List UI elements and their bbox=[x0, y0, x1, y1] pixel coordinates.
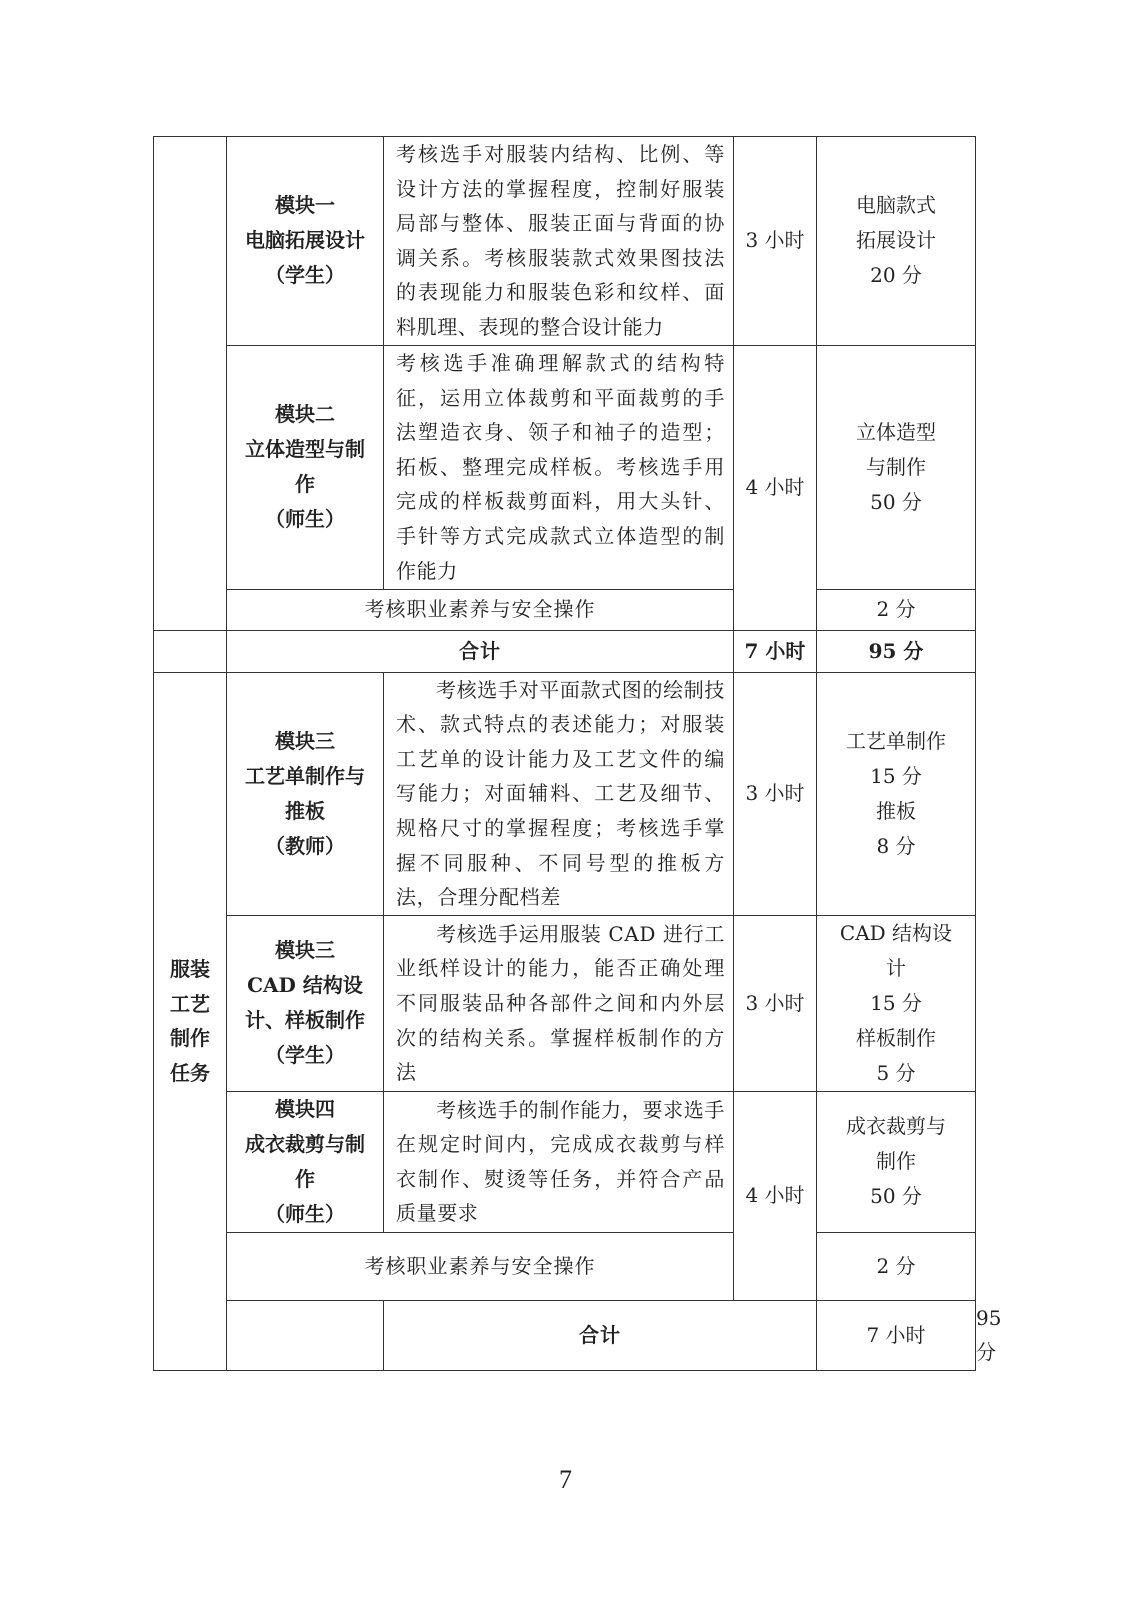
quality-label: 考核职业素养与安全操作 bbox=[227, 1232, 734, 1300]
score-line: 5 分 bbox=[876, 1060, 916, 1085]
score-line: 50 分 bbox=[870, 489, 922, 514]
table-row bbox=[154, 672, 976, 915]
module-score bbox=[817, 345, 976, 589]
score-line: 样板制作 bbox=[856, 1025, 936, 1050]
module-name: 电脑拓展设计 bbox=[245, 228, 365, 253]
table-row: 合计 7 小时 95 分 bbox=[154, 1300, 976, 1370]
assessment-table bbox=[153, 136, 1002, 1371]
module-cell bbox=[227, 672, 384, 915]
module-description: 考核选手的制作能力，要求选手在规定时间内，完成成衣裁剪与样衣制作、熨烫等任务，并符合产品质量要求 bbox=[384, 1091, 734, 1232]
module-name: 作 bbox=[295, 1166, 315, 1191]
module-name: 作 bbox=[295, 472, 315, 497]
category-cell-empty bbox=[154, 630, 227, 672]
module-role: （学生） bbox=[265, 263, 345, 288]
module-score bbox=[817, 137, 976, 346]
score-line: 立体造型 bbox=[856, 419, 936, 444]
total-label: 合计 bbox=[384, 1300, 817, 1370]
score-line: 计 bbox=[886, 955, 906, 980]
page-number: 7 bbox=[559, 1465, 572, 1494]
total-time: 7 小时 bbox=[734, 630, 817, 672]
table-row bbox=[154, 915, 976, 1091]
module-name: 成衣裁剪与制 bbox=[245, 1131, 365, 1156]
module-time: 3 小时 bbox=[734, 672, 817, 915]
module-description: 考核选手对服装内结构、比例、等设计方法的掌握程度，控制好服装局部与整体、服装正面与背面的协调关系。考核服装款式效果图技法的表现能力和服装色彩和纹样、面料肌理、表现的整合设计能力 bbox=[384, 137, 734, 346]
score-line: 制作 bbox=[876, 1149, 916, 1174]
module-description: 考核选手准确理解款式的结构特征，运用立体裁剪和平面裁剪的手法塑造衣身、领子和袖子的造型；拓板、整理完成样板。考核选手用完成的样板裁剪面料，用大头针、手针等方式完成款式立体造型的制作能力 bbox=[384, 345, 734, 589]
table-row bbox=[154, 1232, 976, 1300]
total-label: 合计 bbox=[227, 630, 734, 672]
table-row bbox=[154, 630, 976, 672]
score-line: 与制作 bbox=[866, 454, 926, 479]
score-line: CAD 结构设 bbox=[839, 920, 953, 945]
score-line: 15 分 bbox=[870, 763, 922, 788]
table-row bbox=[154, 345, 976, 589]
module-title: 模块三 bbox=[275, 938, 335, 963]
module-title: 模块三 bbox=[275, 728, 335, 753]
score-line: 推板 bbox=[876, 798, 916, 823]
module-time: 3 小时 bbox=[734, 137, 817, 346]
module-title: 模块二 bbox=[275, 402, 335, 427]
score-line: 8 分 bbox=[876, 833, 916, 858]
score-line: 拓展设计 bbox=[856, 228, 936, 253]
module-time: 3 小时 bbox=[734, 915, 817, 1091]
module-score bbox=[817, 915, 976, 1091]
module-score bbox=[817, 672, 976, 915]
module-role: （学生） bbox=[265, 1043, 345, 1068]
module-role: （师生） bbox=[265, 1201, 345, 1226]
module-cell bbox=[227, 345, 384, 589]
score-line: 20 分 bbox=[870, 263, 922, 288]
module-role: （教师） bbox=[265, 833, 345, 858]
module-description: 考核选手运用服装 CAD 进行工业纸样设计的能力，能否正确处理不同服装品种各部件之间和内外层次的结构关系。掌握样板制作的方法 bbox=[384, 915, 734, 1091]
category-cell bbox=[154, 672, 227, 1370]
module-cell bbox=[227, 915, 384, 1091]
module-time: 4 小时 bbox=[734, 345, 817, 630]
module-score bbox=[817, 1091, 976, 1232]
category-line: 工艺 bbox=[170, 991, 210, 1016]
quality-score: 2 分 bbox=[817, 1232, 976, 1300]
quality-score: 2 分 bbox=[817, 589, 976, 630]
table-row bbox=[154, 137, 976, 346]
score-line: 工艺单制作 bbox=[846, 728, 946, 753]
module-cell bbox=[227, 137, 384, 346]
module-name: 计、样板制作 bbox=[245, 1008, 365, 1033]
module-title: 模块四 bbox=[275, 1096, 335, 1121]
score-line: 电脑款式 bbox=[856, 193, 936, 218]
module-title: 模块一 bbox=[275, 193, 335, 218]
total-score: 95 分 bbox=[817, 630, 976, 672]
module-cell bbox=[227, 1091, 384, 1232]
module-time: 4 小时 bbox=[734, 1091, 817, 1300]
total-time: 7 小时 bbox=[817, 1300, 976, 1370]
category-cell-empty bbox=[227, 1300, 384, 1370]
score-line: 成衣裁剪与 bbox=[846, 1114, 946, 1139]
quality-label: 考核职业素养与安全操作 bbox=[227, 589, 734, 630]
score-line: 50 分 bbox=[870, 1184, 922, 1209]
table-row bbox=[154, 1091, 976, 1232]
module-name: CAD 结构设 bbox=[247, 973, 363, 998]
category-line: 制作 bbox=[170, 1026, 210, 1051]
category-line: 任务 bbox=[170, 1060, 210, 1085]
module-description: 考核选手对平面款式图的绘制技术、款式特点的表述能力；对服装工艺单的设计能力及工艺文件的编写能力；对面辅料、工艺及细节、规格尺寸的掌握程度；考核选手掌握不同服种、不同号型的推板方法，合理分配档差 bbox=[384, 672, 734, 915]
module-name: 工艺单制作与 bbox=[245, 763, 365, 788]
score-line: 15 分 bbox=[870, 990, 922, 1015]
module-role: （师生） bbox=[265, 507, 345, 532]
module-name: 立体造型与制 bbox=[245, 437, 365, 462]
table-row bbox=[154, 589, 976, 630]
category-cell-empty bbox=[154, 137, 227, 631]
category-line: 服装 bbox=[170, 957, 210, 982]
module-name: 推板 bbox=[285, 798, 325, 823]
